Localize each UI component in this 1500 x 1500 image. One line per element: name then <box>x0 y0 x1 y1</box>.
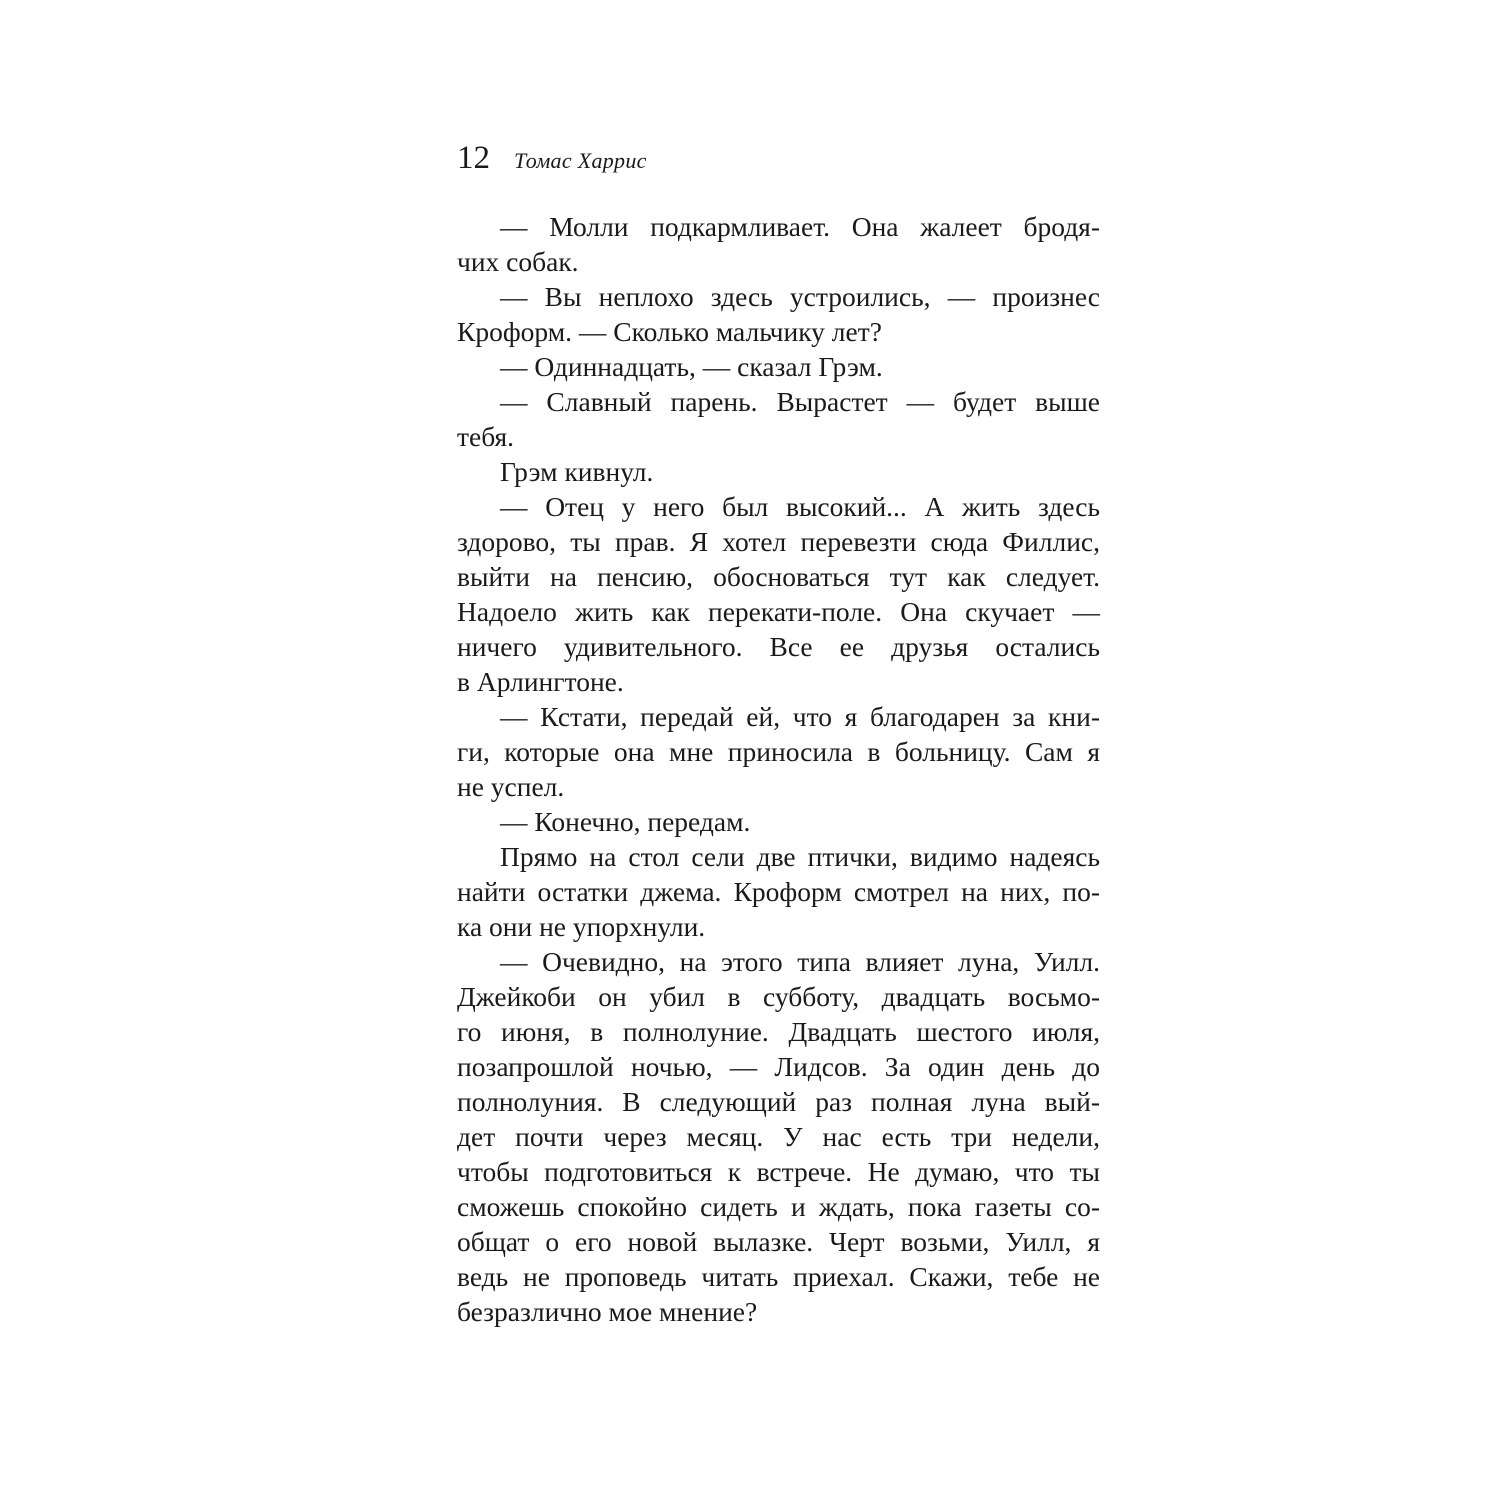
running-head <box>457 138 647 178</box>
text-line: ка они не упорхнули. <box>457 911 706 942</box>
text-line: ведь не проповедь читать приехал. Скажи, тебе не <box>457 1261 1100 1292</box>
text-line: Грэм кивнул. <box>500 456 654 487</box>
text-line: Прямо на стол сели две птички, видимо надеясь <box>500 841 1100 872</box>
text-line: здорово, ты прав. Я хотел перевезти сюда Филлис, <box>457 526 1100 557</box>
text-line: Кроформ. — Сколько мальчику лет? <box>457 316 882 347</box>
text-line: го июня, в полнолуние. Двадцать шестого июля, <box>457 1016 1100 1047</box>
text-line: найти остатки джема. Кроформ смотрел на них, по- <box>457 876 1100 907</box>
text-line: — Славный парень. Вырастет — будет выше <box>500 386 1100 417</box>
text-line: не успел. <box>457 771 565 802</box>
text-line: позапрошлой ночью, — Лидсов. За один день до <box>457 1051 1100 1082</box>
text-line: Надоело жить как перекати-поле. Она скучает — <box>457 596 1100 627</box>
text-line: ничего удивительного. Все ее друзья остались <box>457 631 1100 662</box>
text-line: — Кстати, передай ей, что я благодарен за кни- <box>500 701 1100 732</box>
text-line: — Молли подкармливает. Она жалеет бродя- <box>500 211 1100 242</box>
text-line: безразлично мое мнение? <box>457 1296 758 1327</box>
text-line: чих собак. <box>457 246 579 277</box>
text-line: дет почти через месяц. У нас есть три недели, <box>457 1121 1100 1152</box>
body-text <box>457 209 1100 1329</box>
text-line: — Отец у него был высокий... А жить здесь <box>500 491 1100 522</box>
text-line: чтобы подготовиться к встрече. Не думаю, что ты <box>457 1156 1100 1187</box>
text-line: — Очевидно, на этого типа влияет луна, Уилл. <box>500 946 1100 977</box>
book-author: Томас Харрис <box>514 148 647 173</box>
text-line: сможешь спокойно сидеть и ждать, пока газеты со- <box>457 1191 1100 1222</box>
text-line: выйти на пенсию, обосноваться тут как следует. <box>457 561 1100 592</box>
page-number: 12 <box>457 140 490 176</box>
text-line: — Одиннадцать, — сказал Грэм. <box>500 351 883 382</box>
text-line: — Вы неплохо здесь устроились, — произнес <box>500 281 1100 312</box>
text-line: общат о его новой вылазке. Черт возьми, Уилл, я <box>457 1226 1100 1257</box>
text-line: Джейкоби он убил в субботу, двадцать восьмо- <box>457 981 1100 1012</box>
text-line: — Конечно, передам. <box>500 806 751 837</box>
text-line: ги, которые она мне приносила в больницу. Сам я <box>457 736 1100 767</box>
text-line: тебя. <box>457 421 515 452</box>
text-line: полнолуния. В следующий раз полная луна вый- <box>457 1086 1100 1117</box>
text-line: в Арлингтоне. <box>457 666 624 697</box>
